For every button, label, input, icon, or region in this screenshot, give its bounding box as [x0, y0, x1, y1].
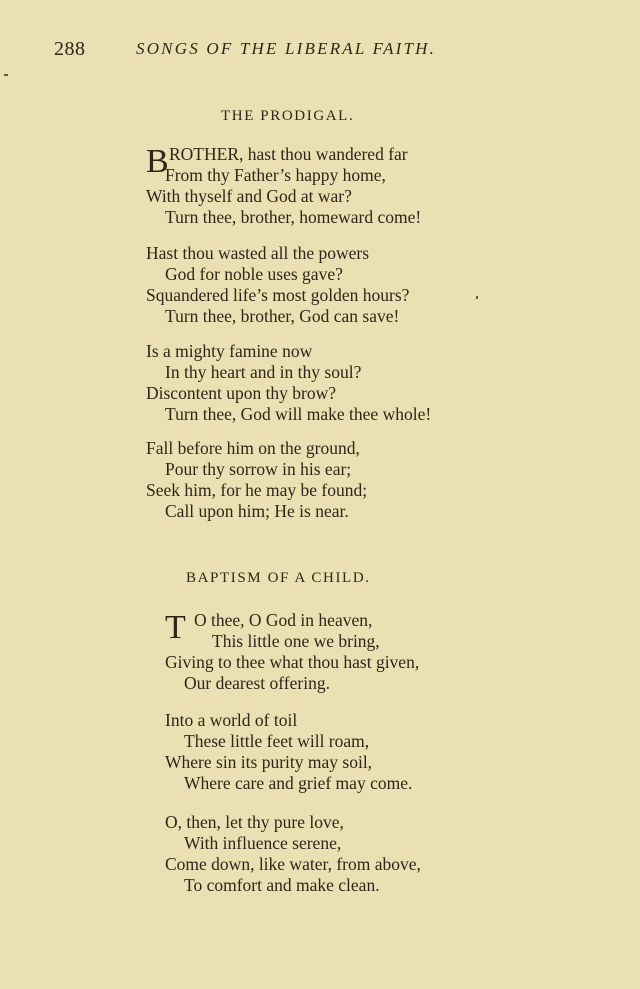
margin-mark [476, 296, 478, 299]
poem-line: Pour thy sorrow in his ear; [165, 459, 352, 479]
poem-line: From thy Father’s happy home, [165, 165, 386, 185]
poem-line: This little one we bring, [212, 631, 380, 651]
poem-line: Giving to thee what thou hast given, [165, 652, 420, 672]
book-title: SONGS OF THE LIBERAL FAITH. [136, 39, 437, 58]
poem-line: Turn thee, brother, homeward come! [165, 207, 422, 227]
drop-cap: T [165, 609, 186, 646]
poem-line: With influence serene, [184, 833, 342, 853]
first-line-text: ROTHER, hast thou wandered far [169, 144, 408, 164]
poem-line: Seek him, for he may be found; [146, 480, 368, 500]
margin-mark [4, 74, 8, 76]
poem-line: Is a mighty famine now [146, 341, 313, 361]
stanza [146, 144, 421, 228]
poem-title: THE PRODIGAL. [221, 108, 355, 124]
poem-line: Discontent upon thy brow? [146, 383, 337, 403]
poem-line: Turn thee, God will make thee whole! [165, 404, 432, 424]
stanza [165, 610, 419, 694]
poem-line: In thy heart and in thy soul? [165, 362, 362, 382]
poem-line: Where care and grief may come. [184, 773, 413, 793]
poem-title: BAPTISM OF A CHILD. [186, 570, 371, 586]
stanza [165, 812, 421, 896]
poem-line: Call upon him; He is near. [165, 501, 349, 521]
poem-line: Come down, like water, from above, [165, 854, 421, 874]
stanza [165, 710, 412, 794]
poem-line: Fall before him on the ground, [146, 438, 360, 458]
poem-line: Squandered life’s most golden hours? [146, 285, 410, 305]
poem-line: To comfort and make clean. [184, 875, 380, 895]
drop-cap: B [146, 143, 169, 180]
first-line-text: O thee, O God in heaven, [194, 610, 373, 630]
poem-line: God for noble uses gave? [165, 264, 343, 284]
stanza [146, 341, 431, 425]
poem-line: Our dearest offering. [184, 673, 330, 693]
poem-line: O, then, let thy pure love, [165, 812, 344, 832]
stanza [146, 243, 409, 327]
page-number: 288 [54, 38, 86, 60]
poem-line: With thyself and God at war? [146, 186, 352, 206]
running-head [54, 38, 600, 62]
poem-line: These little feet will roam, [184, 731, 370, 751]
poem-line: Hast thou wasted all the powers [146, 243, 370, 263]
stanza [146, 438, 367, 522]
poem-line: Into a world of toil [165, 710, 298, 730]
poem-line: Where sin its purity may soil, [165, 752, 373, 772]
poem-line: Turn thee, brother, God can save! [165, 306, 400, 326]
